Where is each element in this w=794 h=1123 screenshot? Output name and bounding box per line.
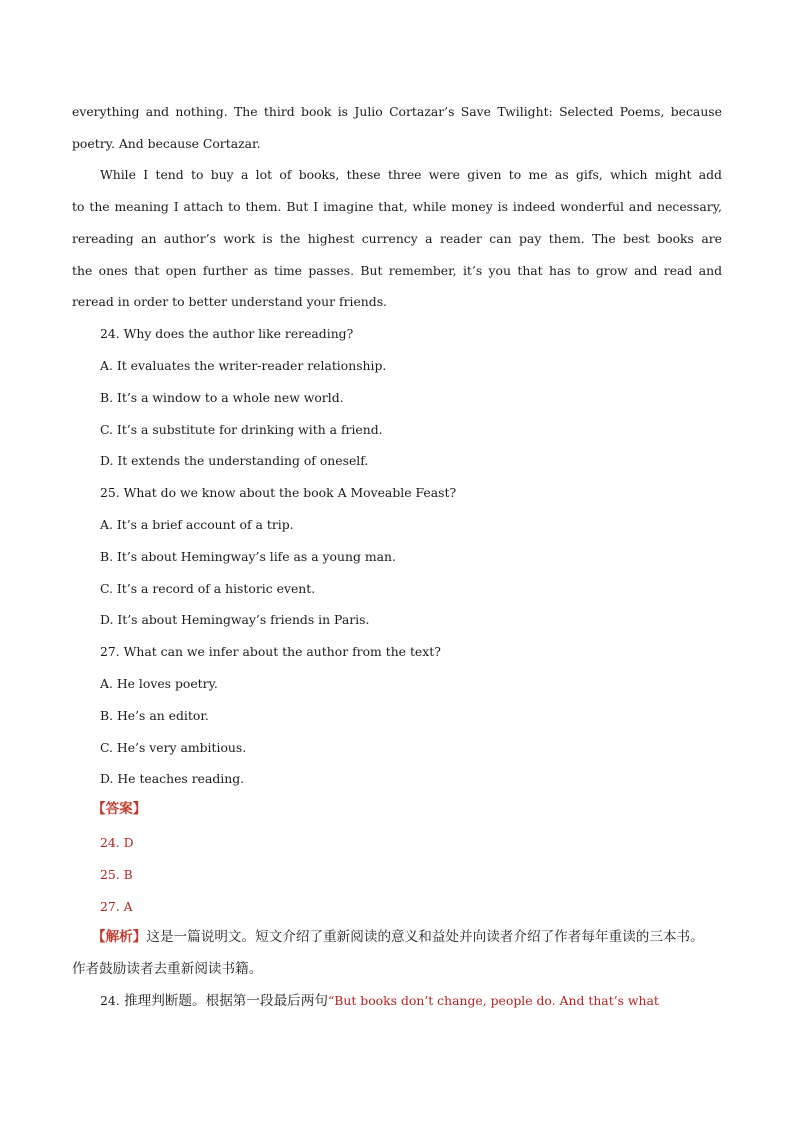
- answer-item: 27. A: [100, 899, 133, 914]
- question-option: B. It’s about Hemingway’s life as a young man.: [100, 549, 396, 564]
- analysis-q24-number: 24.: [100, 993, 120, 1008]
- analysis-line: [92, 929, 732, 945]
- question-option: C. It’s a substitute for drinking with a friend.: [100, 422, 383, 437]
- question-stem: 25. What do we know about the book A Moveable Feast?: [100, 485, 457, 500]
- question-stem: 27. What can we infer about the author from the text?: [100, 644, 441, 659]
- answer-item: 24. D: [100, 835, 134, 850]
- analysis-line: 作者鼓励读者去重新阅读书籍。: [72, 961, 263, 977]
- analysis-text: 这是一篇说明文。短文介绍了重新阅读的意义和益处并向读者介绍了作者每年重读的三本书。: [146, 929, 704, 945]
- analysis-heading: 【解析】: [92, 929, 147, 945]
- question-option: C. It’s a record of a historic event.: [100, 581, 316, 596]
- passage-line: poetry. And because Cortazar.: [72, 136, 261, 151]
- analysis-q24-line: [100, 993, 722, 1009]
- passage-line: rereading an author’s work is the highest currency a reader can pay them. The best books are: [72, 231, 722, 246]
- passage-line: to the meaning I attach to them. But I imagine that, while money is indeed wonderful and necessary,: [72, 199, 722, 214]
- question-option: D. It’s about Hemingway’s friends in Paris.: [100, 612, 370, 627]
- passage-line: the ones that open further as time passes. But remember, it’s you that has to grow and read and: [72, 263, 722, 278]
- analysis-q24-quote: “But books don’t change, people do. And that’s what: [327, 993, 659, 1008]
- question-option: A. He loves poetry.: [100, 676, 218, 691]
- analysis-q24-text: 推理判断题。根据第一段最后两句: [124, 993, 328, 1009]
- question-stem: 24. Why does the author like rereading?: [100, 326, 354, 341]
- question-option: A. It’s a brief account of a trip.: [100, 517, 294, 532]
- question-option: C. He’s very ambitious.: [100, 740, 247, 755]
- question-option: B. It’s a window to a whole new world.: [100, 390, 344, 405]
- question-option: D. It extends the understanding of oneself.: [100, 453, 369, 468]
- passage-line: reread in order to better understand your friends.: [72, 294, 387, 309]
- passage-line: everything and nothing. The third book is Julio Cortazar’s Save Twilight: Selected Poems, because: [72, 104, 722, 119]
- answer-item: 25. B: [100, 867, 133, 882]
- passage-line: While I tend to buy a lot of books, these three were given to me as gifs, which might add: [100, 167, 722, 182]
- question-option: A. It evaluates the writer-reader relationship.: [100, 358, 387, 373]
- question-option: D. He teaches reading.: [100, 771, 245, 786]
- answer-heading: 【答案】: [92, 801, 147, 817]
- question-option: B. He’s an editor.: [100, 708, 209, 723]
